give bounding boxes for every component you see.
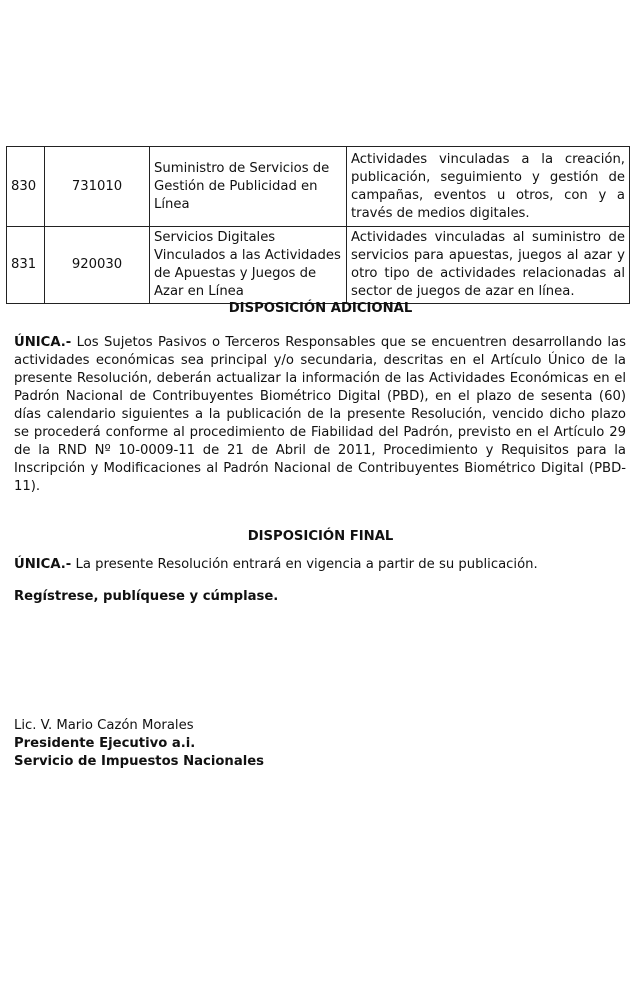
activity-description: Actividades vinculadas a la creación, publicación, seguimiento y gestión de campañas, eventos u otros, con y a través de medios digitales.	[347, 147, 630, 227]
article-lead: ÚNICA.-	[14, 335, 72, 350]
disposicion-adicional-paragraph	[14, 334, 626, 496]
article-text: La presente Resolución entrará en vigencia a partir de su publicación.	[75, 557, 538, 572]
row-number: 830	[7, 147, 45, 227]
signatory-name: Lic. V. Mario Cazón Morales	[14, 718, 194, 733]
row-number: 831	[7, 227, 45, 304]
closing-formula: Regístrese, publíquese y cúmplase.	[14, 589, 279, 604]
disposicion-final-heading: DISPOSICIÓN FINAL	[247, 529, 394, 544]
activity-description: Actividades vinculadas al suministro de servicios para apuestas, juegos al azar y otro tipo de actividades relacionadas al sector de juegos de azar en línea.	[347, 227, 630, 304]
signatory-institution: Servicio de Impuestos Nacionales	[14, 754, 265, 769]
signature-block	[14, 717, 414, 771]
activity-code: 920030	[45, 227, 150, 304]
disposicion-adicional-heading: DISPOSICIÓN ADICIONAL	[228, 301, 413, 316]
article-lead: ÚNICA.-	[14, 557, 72, 572]
activity-name: Servicios Digitales Vinculados a las Actividades de Apuestas y Juegos de Azar en Línea	[150, 227, 347, 304]
activity-name: Suministro de Servicios de Gestión de Publicidad en Línea	[150, 147, 347, 227]
disposicion-final-paragraph	[14, 556, 626, 574]
table-row	[7, 227, 630, 304]
signatory-position: Presidente Ejecutivo a.i.	[14, 736, 196, 751]
article-text: Los Sujetos Pasivos o Terceros Responsables que se encuentren desarrollando las actividades económicas sea principal y/o secundaria, descritas en el Artículo Único de la presente Resolución, deberán actualizar la información de las Actividades Económicas en el Padrón Nacional de Contribuyentes Biométrico Digital (PBD), en el plazo de sesenta (60) días calendario siguientes a la publicación de la presente Resolución, vencido dicho plazo se procederá conforme al procedimiento de Fiabilidad del Padrón, previsto en el Artículo 29 de la RND Nº 10-0009-11 de 21 de Abril de 2011, Procedimiento y Requisitos para la Inscripción y Modificaciones al Padrón Nacional de Contribuyentes Biométrico Digital (PBD-11).	[14, 335, 626, 494]
activities-table	[6, 146, 630, 304]
activity-code: 731010	[45, 147, 150, 227]
table-row	[7, 147, 630, 227]
